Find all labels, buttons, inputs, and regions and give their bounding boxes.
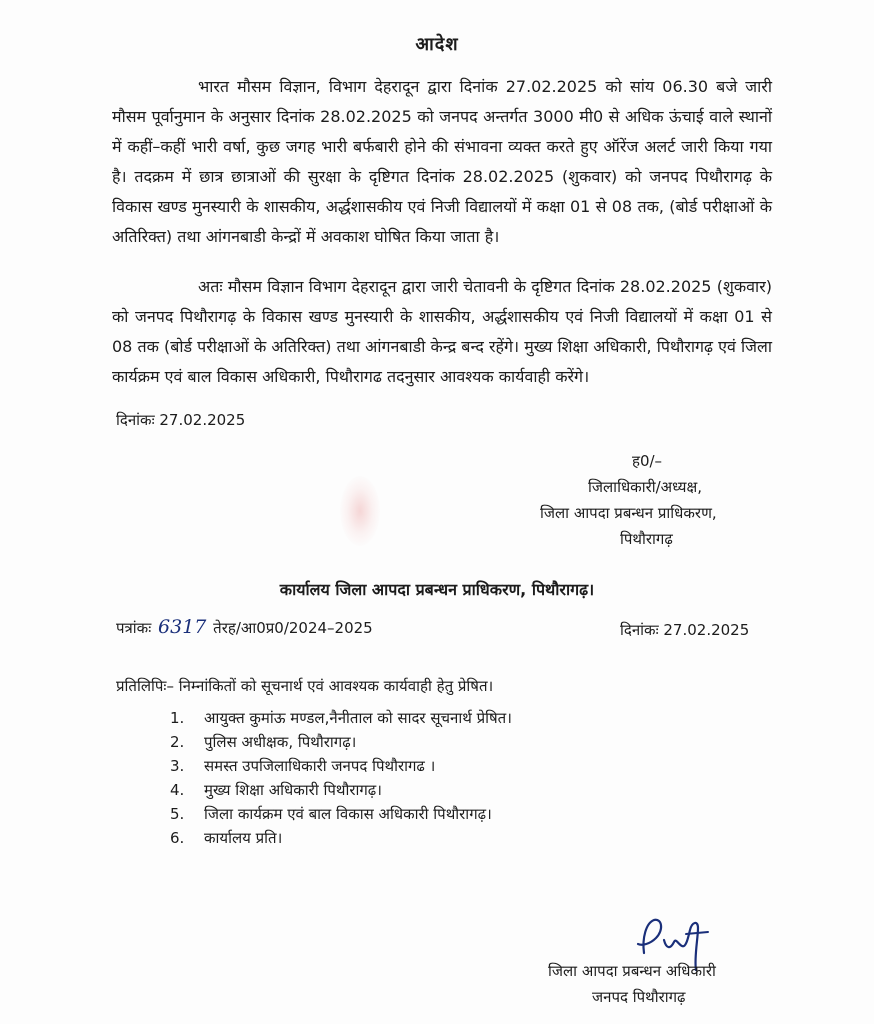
signatory-designation: जिलाधिकारी/अध्यक्ष, bbox=[588, 478, 702, 496]
copy-intro: प्रतिलिपिः– निम्नांकितों को सूचनार्थ एवं आवश्यक कार्यवाही हेतु प्रेषित। bbox=[116, 677, 494, 695]
reference-suffix: तेरह/आ0प्र0/2024–2025 bbox=[213, 619, 373, 637]
document-title: आदेश bbox=[415, 34, 459, 55]
reference-date: दिनांकः 27.02.2025 bbox=[620, 621, 750, 639]
order-date: दिनांकः 27.02.2025 bbox=[116, 411, 246, 429]
signed-mark: ह0/– bbox=[632, 452, 663, 470]
paragraph-1: भारत मौसम विज्ञान, विभाग देहरादून द्वारा दिनांक 27.02.2025 को सांय 06.30 बजे जारी मौसम पूर्वानुमान के अनुसार दिनांक 28.02.2025 को जनपद अन्तर्गत 3000 मी0 से अधिक ऊंचाई वाले स्थानों में कहीं–कहीं भारी वर्षा, कुछ जगह भारी बर्फबारी होने की संभावना व्यक्त करते हुए ऑरेंज अलर्ट जारी किया गया है। तदक्रम में छात्र छात्राओं की सुरक्षा के दृष्टिगत दिनांक 28.02.2025 (शुकवार) को जनपद पिथौरागढ़ के विकास खण्ड मुनस्यारी के शासकीय, अर्द्धशासकीय एवं निजी विद्यालयों में कक्षा 01 से 08 तक, (बोर्ड परीक्षाओं के अतिरिक्त) तथा आंगनबाडी केन्द्रों में अवकाश घोषित किया जाता है। bbox=[112, 77, 772, 246]
list-item: 1. आयुक्त कुमांऊ मण्डल,नैनीताल को सादर सूचनार्थ प्रेषित। bbox=[170, 709, 512, 727]
list-item: 2. पुलिस अधीक्षक, पिथौरागढ़। bbox=[170, 733, 357, 751]
list-item: 6. कार्यालय प्रति। bbox=[170, 829, 283, 847]
ink-smudge bbox=[340, 476, 380, 546]
list-item: 3. समस्त उपजिलाधिकारी जनपद पिथौरागढ । bbox=[170, 757, 436, 775]
reference-handwritten-number: 6317 bbox=[158, 616, 207, 638]
office-heading: कार्यालय जिला आपदा प्रबन्धन प्राधिकरण, पिथौरागढ़। bbox=[279, 580, 595, 599]
list-item: 4. मुख्य शिक्षा अधिकारी पिथौरागढ़। bbox=[170, 781, 382, 799]
list-item: 5. जिला कार्यक्रम एवं बाल विकास अधिकारी पिथौरागढ़। bbox=[170, 805, 492, 823]
paragraph-2: अतः मौसम विज्ञान विभाग देहरादून द्वारा जारी चेतावनी के दृष्टिगत दिनांक 28.02.2025 (शुकवार) को जनपद पिथौरागढ़ के विकास खण्ड मुनस्यारी के शासकीय, अर्द्धशासकीय एवं निजी विद्यालयों में कक्षा 01 से 08 तक (बोर्ड परीक्षाओं के अतिरिक्त) तथा आंगनबाडी केन्द्र बन्द रहेंगे। मुख्य शिक्षा अधिकारी, पिथौरागढ़ एवं जिला कार्यक्रम एवं बाल विकास अधिकारी, पिथौरागढ तदनुसार आवश्यक कार्यवाही करेंगे। bbox=[112, 277, 772, 386]
final-signatory bbox=[548, 958, 716, 1010]
signatory-authority: जिला आपदा प्रबन्धन प्राधिकरण, bbox=[540, 504, 717, 522]
signatory-district: पिथौरागढ़ bbox=[620, 530, 673, 548]
signatory-block bbox=[540, 448, 840, 552]
reference-number bbox=[116, 616, 373, 638]
reference-prefix: पत्रांकः bbox=[116, 619, 152, 637]
final-signatory-district: जनपद पिथौरागढ़ bbox=[592, 988, 686, 1006]
copy-list bbox=[170, 706, 512, 850]
final-signatory-designation: जिला आपदा प्रबन्धन अधिकारी bbox=[548, 962, 716, 980]
